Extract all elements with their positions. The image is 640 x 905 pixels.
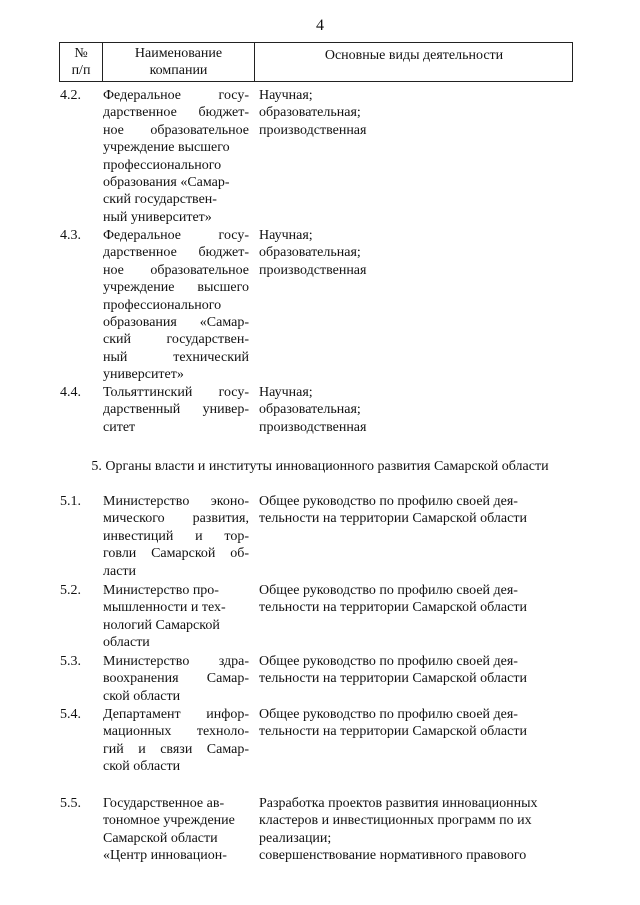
activities: Научная; образовательная; производственная xyxy=(259,88,367,138)
row-number: 4.4. xyxy=(60,385,81,400)
company-name: Тольяттинский госу- дарственный универ- ситет xyxy=(103,385,249,435)
activities: Общее руководство по профилю своей дея- тельности на территории Самарской области xyxy=(259,494,527,527)
company-name: Федеральное госу- дарственное бюджет- ное образовательное учреждение высшего профессионального образования «Самар- ский государствен- ный университет» xyxy=(103,88,249,225)
header-activities: Основные виды деятельности xyxy=(324,48,504,63)
activities: Разработка проектов развития инновационных кластеров и инвестиционных программ по их реализации; совершенствование нормативного правового xyxy=(259,796,538,864)
page-number: 4 xyxy=(316,17,324,34)
header-company-name: Наименование компании xyxy=(134,46,223,78)
header-num: № п/п xyxy=(71,46,91,78)
row-number: 5.5. xyxy=(60,796,81,811)
activities: Общее руководство по профилю своей дея- тельности на территории Самарской области xyxy=(259,654,527,687)
row-number: 5.1. xyxy=(60,494,81,509)
company-name: Федеральное госу- дарственное бюджет- ное образовательное учреждение высшего профессионального образования «Самар- ский государствен- ный технический университет» xyxy=(103,228,249,383)
activities: Общее руководство по профилю своей дея- тельности на территории Самарской области xyxy=(259,583,527,616)
activities: Научная; образовательная; производственная xyxy=(259,228,367,278)
row-number: 5.3. xyxy=(60,654,81,669)
company-name: Министерство про- мышленности и тех- нологий Самарской области xyxy=(103,583,226,651)
activities: Общее руководство по профилю своей дея- тельности на территории Самарской области xyxy=(259,707,527,740)
company-name: Министерство эконо- мического развития, инвестиций и тор- говли Самарской об- ласти xyxy=(103,494,249,579)
row-number: 5.4. xyxy=(60,707,81,722)
company-name: Департамент инфор- мационных техноло- гий и связи Самар- ской области xyxy=(103,707,249,775)
row-number: 4.3. xyxy=(60,228,81,243)
company-name: Министерство здра- воохранения Самар- ской области xyxy=(103,654,249,704)
table-header xyxy=(59,42,573,82)
company-name: Государственное ав- тономное учреждение Самарской области «Центр инновацион- xyxy=(103,796,235,864)
section-heading: 5. Органы власти и институты инновационного развития Самарской области xyxy=(91,459,549,474)
row-number: 4.2. xyxy=(60,88,81,103)
row-number: 5.2. xyxy=(60,583,81,598)
activities: Научная; образовательная; производственная xyxy=(259,385,367,435)
